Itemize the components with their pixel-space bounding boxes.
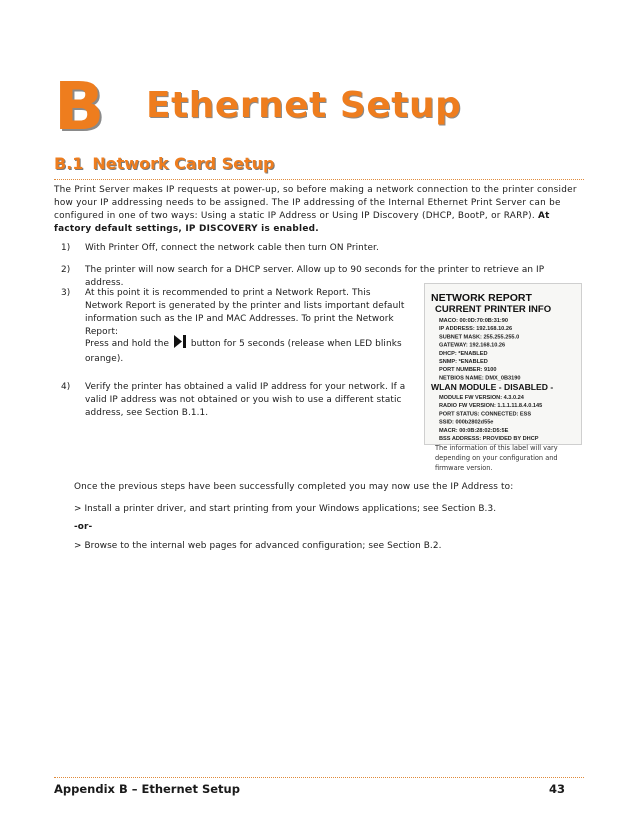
report-caption: The information of this label will vary depending on your configuration and firmware version. bbox=[435, 444, 558, 472]
network-report-image bbox=[424, 283, 582, 445]
press-text-before: Press and hold the bbox=[85, 339, 170, 349]
report-line: SSID: 000b2802d55e bbox=[439, 419, 494, 426]
report-wlan-lines bbox=[439, 395, 542, 442]
intro-bold-note: At factory default settings, IP DISCOVERY is enabled. bbox=[54, 211, 550, 234]
report-lines bbox=[439, 318, 520, 381]
step-number: 4) bbox=[61, 382, 71, 392]
footer-divider bbox=[54, 777, 584, 778]
report-line: MODULE FW VERSION: 4.3.0.24 bbox=[439, 395, 524, 401]
option-browse-web: > Browse to the internal web pages for advanced configuration; see Section B.2. bbox=[74, 541, 442, 551]
play-pause-icon bbox=[174, 335, 186, 353]
step-number: 1) bbox=[61, 243, 71, 253]
step-text: Verify the printer has obtained a valid IP address for your network. If a valid IP address was not obtained or you wish to use a different static address, see Section B.1.1. bbox=[85, 382, 406, 418]
report-line: PORT NUMBER: 9100 bbox=[439, 367, 497, 374]
step-text: The printer will now search for a DHCP server. Allow up to 90 seconds for the printer to retrieve an IP address. bbox=[85, 265, 545, 288]
report-line: MACO: 00:0D:70:0B:31:90 bbox=[439, 318, 509, 324]
report-subtitle: CURRENT PRINTER INFO bbox=[435, 304, 552, 315]
report-title: NETWORK REPORT bbox=[431, 292, 532, 304]
report-line: IP ADDRESS: 192.168.10.26 bbox=[439, 326, 513, 333]
report-line: SNMP: *ENABLED bbox=[439, 359, 488, 365]
section-title: Network Card Setup bbox=[92, 154, 275, 173]
report-line: DHCP: *ENABLED bbox=[439, 350, 488, 357]
appendix-letter: B bbox=[54, 68, 105, 145]
intro-text: The Print Server makes IP requests at power-up, so before making a network connection to the printer consider how your IP addressing needs to be assigned. The IP addressing of the Internal Ethernet Print Server can be configured in one of two ways: Using a static IP Address or Using IP Discovery (DHCP, BootP, or RARP). bbox=[54, 185, 577, 221]
report-line: MACR: 00:0B:28:02:D5:5E bbox=[439, 427, 509, 434]
report-wlan-title: WLAN MODULE - DISABLED - bbox=[431, 382, 554, 392]
report-line: PORT STATUS: CONNECTED: ESS bbox=[439, 411, 532, 418]
step-number: 2) bbox=[61, 265, 71, 275]
chapter-title: Ethernet Setup bbox=[146, 85, 462, 126]
section-heading bbox=[54, 154, 284, 173]
report-line: NETBIOS NAME: DMX_0B3190 bbox=[439, 375, 521, 382]
step-text: With Printer Off, connect the network cable then turn ON Printer. bbox=[85, 243, 379, 253]
followup-text: Once the previous steps have been successfully completed you may now use the IP Address to: bbox=[74, 482, 514, 492]
step-number: 3) bbox=[61, 288, 71, 298]
press-instruction bbox=[85, 335, 415, 366]
option-or: -or- bbox=[74, 522, 93, 532]
option-install-driver: > Install a printer driver, and start printing from your Windows applications; see Section B.3. bbox=[74, 504, 497, 514]
report-line: GATEWAY: 192.168.10.26 bbox=[439, 342, 506, 349]
press-text-after: button for 5 seconds (release when LED blinks orange). bbox=[85, 339, 402, 364]
section-number: B.1 bbox=[54, 154, 84, 173]
report-line: RADIO FW VERSION: 1.1.1.11.8.4.0.145 bbox=[439, 403, 543, 410]
step-text: At this point it is recommended to print a Network Report. This Network Report is generated by the printer and lists important default information such as the IP and MAC Addresses. To print the Network Report: bbox=[85, 288, 405, 337]
section-divider bbox=[54, 179, 584, 180]
report-line: SUBNET MASK: 255.255.255.0 bbox=[439, 334, 520, 341]
intro-paragraph bbox=[54, 184, 589, 236]
report-line: BSS ADDRESS: PROVIDED BY DHCP bbox=[439, 436, 539, 442]
footer-title: Appendix B – Ethernet Setup bbox=[54, 782, 240, 796]
page-number: 43 bbox=[549, 782, 566, 796]
